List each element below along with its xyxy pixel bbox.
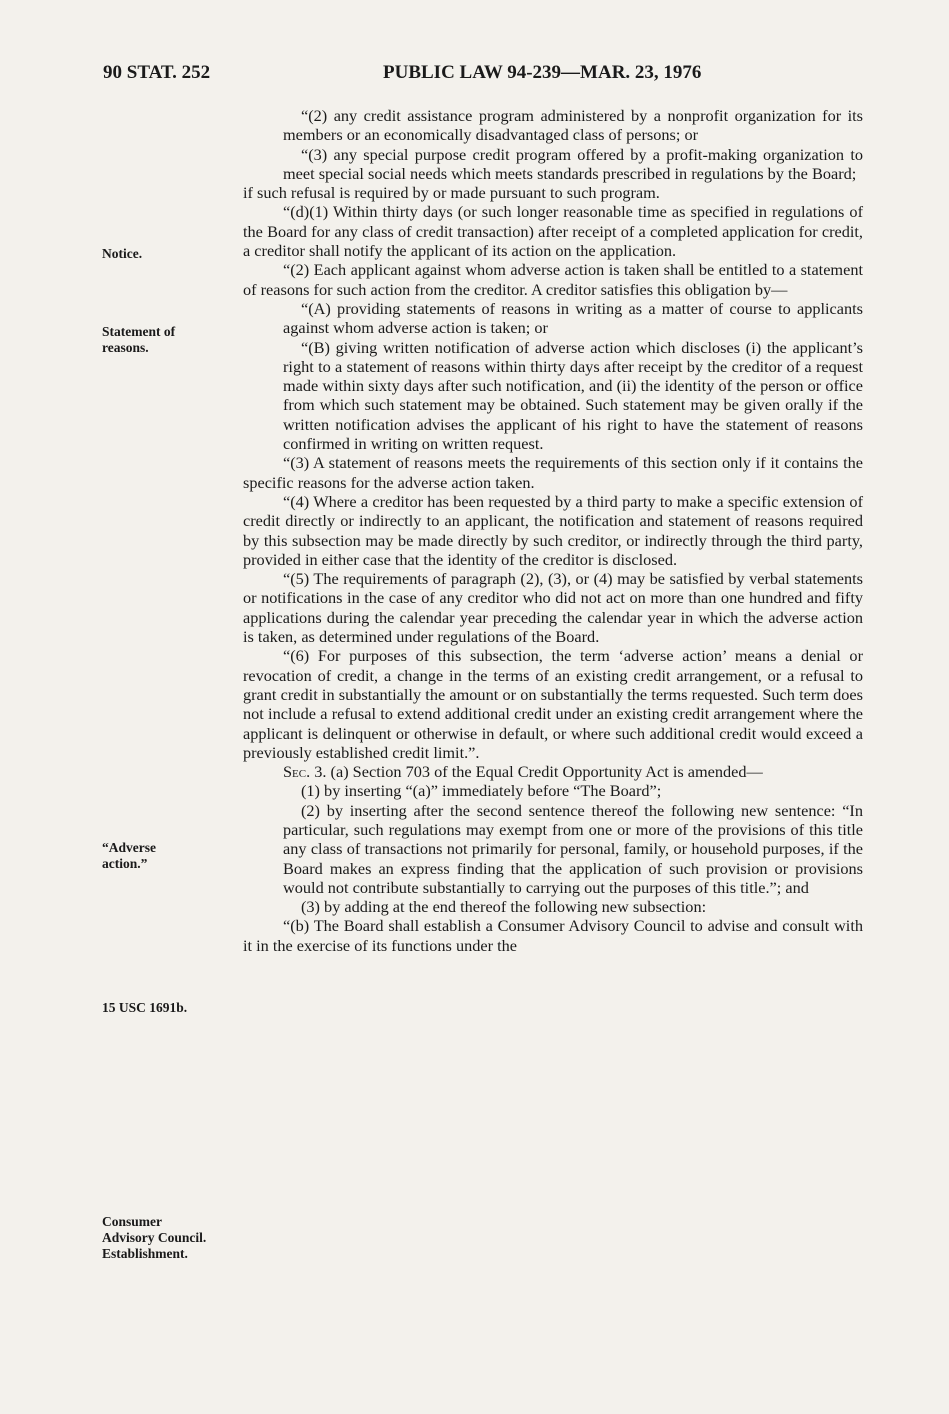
paragraph-dB: “(B) giving written notification of adverse action which discloses (i) the applicant’s right to a statement of reasons within thirty days after receipt by the creditor of a request made within sixty days after such notification, and (ii) the identity of the person or office from which such statement may be obtained. Such statement may be given orally if the written notification advises the applicant of his right to have the statement of reasons confirmed in writing on written request. xyxy=(283,337,863,454)
paragraph-dA: “(A) providing statements of reasons in writing as a matter of course to applicants against whom adverse action is taken; or xyxy=(283,298,863,338)
section-3-text: (a) Section 703 of the Equal Credit Opportunity Act is amended— xyxy=(330,762,763,782)
margin-note-consumer-council: Consumer Advisory Council. Establishment. xyxy=(102,1214,207,1261)
paragraph-d2: “(2) Each applicant against whom adverse action is taken shall be entitled to a statement of reasons for such action from the creditor. A creditor satisfies this obligation by— xyxy=(243,260,863,299)
paragraph-3: “(3) any special purpose credit program offered by a profit-making organization to meet special social needs which meets standards prescribed in regulations by the Board; xyxy=(283,144,863,183)
section-3-item-1: (1) by inserting “(a)” immediately before “The Board”; xyxy=(301,781,662,801)
paragraph-2: “(2) any credit assistance program administered by a nonprofit organization for its members or an economically disadvantaged class of persons; or xyxy=(283,106,863,145)
statute-page-number: 90 STAT. 252 xyxy=(103,62,211,83)
margin-note-usc: 15 USC 1691b. xyxy=(102,1000,188,1015)
margin-note-statement-of-reasons: Statement of reasons. xyxy=(102,324,176,355)
paragraph-d1: “(d)(1) Within thirty days (or such longer reasonable time as specified in regulations of the Board for any class of credit transaction) after receipt of a completed application for credit, a creditor shall notify the applicant of its action on the application. xyxy=(243,202,863,261)
paragraph-d6: “(6) For purposes of this subsection, the term ‘adverse action’ means a denial or revocation of credit, a change in the terms of an existing credit arrangement, or a refusal to grant credit in substantially the amount or on substantially the terms requested. Such term does not include a refusal to extend additional credit under an existing credit arrangement where the applicant is delinquent or otherwise in default, or where such additional credit would exceed a previously established credit limit.”. xyxy=(243,646,863,762)
public-law-title: PUBLIC LAW 94-239—MAR. 23, 1976 xyxy=(383,62,702,83)
paragraph-3-tail: if such refusal is required by or made pursuant to such program. xyxy=(243,183,660,203)
paragraph-d3: “(3) A statement of reasons meets the requirements of this section only if it contains the specific reasons for the adverse action taken. xyxy=(243,453,863,492)
section-3-item-3: (3) by adding at the end thereof the following new subsection: xyxy=(301,897,707,917)
page-header xyxy=(103,62,863,88)
statute-body xyxy=(243,106,863,955)
paragraph-d5: “(5) The requirements of paragraph (2), (3), or (4) may be satisfied by verbal statements or notifications in the case of any creditor who did not act on more than one hundred and fifty applications during the calendar year preceding the calendar year in which the adverse action is taken, as determined under regulations of the Board. xyxy=(243,569,863,647)
subsection-b: “(b) The Board shall establish a Consumer Advisory Council to advise and consult with it in the exercise of its functions under the xyxy=(243,916,863,955)
paragraph-d4: “(4) Where a creditor has been requested by a third party to make a specific extension of credit directly or indirectly to an applicant, the notification and statement of reasons required by this subsection may be made directly by such creditor, or indirectly through the third party, provided in either case that the identity of the creditor is disclosed. xyxy=(243,491,863,569)
section-3 xyxy=(243,762,863,781)
section-3-item-2: (2) by inserting after the second sentence thereof the following new sentence: “In particular, such regulations may exempt from one or more of the provisions of this title any class of transactions not primarily for personal, family, or household purposes, if the Board makes an express finding that the application of such provision or provisions would not contribute substantially to carrying out the purposes of this title.”; and xyxy=(283,800,863,897)
margin-note-adverse-action: “Adverse action.” xyxy=(102,840,156,871)
section-3-label: Sec. 3. xyxy=(283,762,327,782)
margin-note-notice: Notice. xyxy=(102,246,143,261)
